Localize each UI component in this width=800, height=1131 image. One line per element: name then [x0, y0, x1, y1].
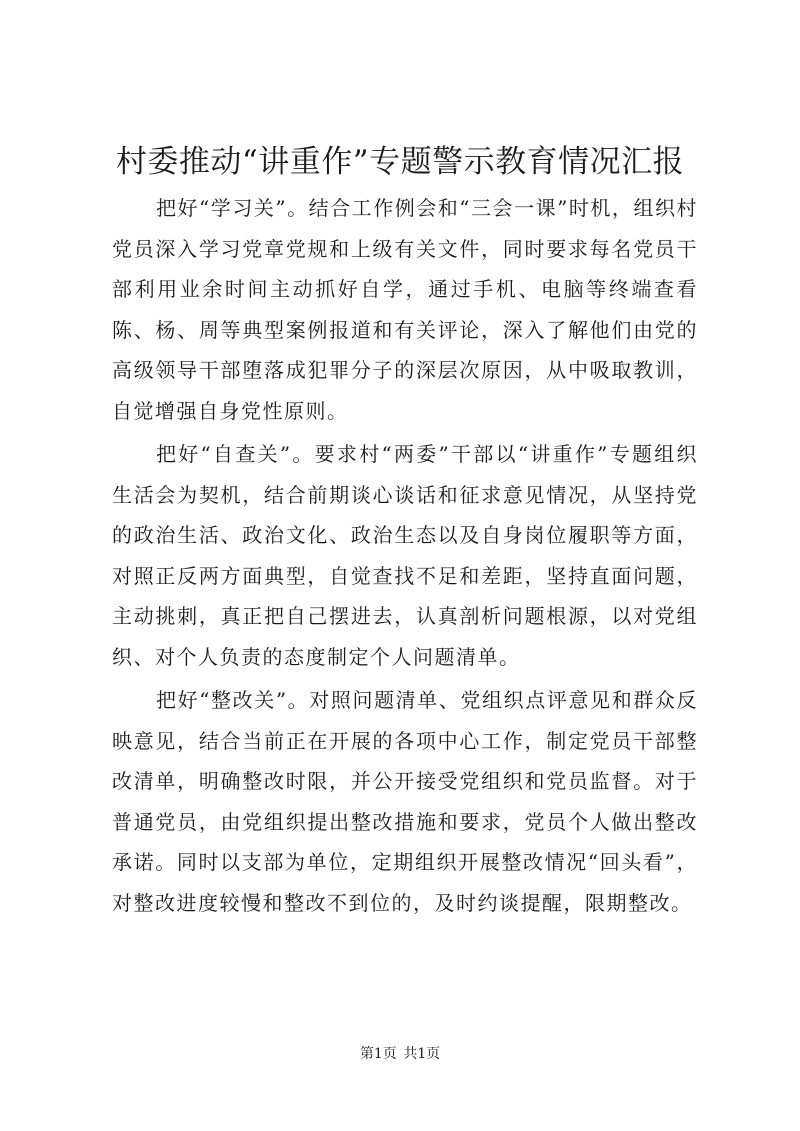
- paragraph-self-check: 把好“自查关”。要求村“两委”干部以“讲重作”专题组织生活会为契机，结合前期谈心谈话和征求意见情况，从坚持党的政治生活、政治文化、政治生态以及自身岗位履职等方面，对照正反两方面典型，自觉查找不足和差距，坚持直面问题，主动挑刺，真正把自己摆进去，认真剖析问题根源，以对党组织、对个人负责的态度制定个人问题清单。: [112, 442, 698, 669]
- document-body: [112, 188, 698, 923]
- document-title: 村委推动“讲重作”专题警示教育情况汇报: [115, 144, 685, 180]
- paragraph-study: 把好“学习关”。结合工作例会和“三会一课”时机，组织村党员深入学习党章党规和上级有关文件，同时要求每名党员干部利用业余时间主动抓好自学，通过手机、电脑等终端查看陈、杨、周等典型案例报道和有关评论，深入了解他们由党的高级领导干部堕落成犯罪分子的深层次原因，从中吸取教训，自觉增强自身党性原则。: [112, 196, 698, 423]
- paragraph-rectification: 把好“整改关”。对照问题清单、党组织点评意见和群众反映意见，结合当前正在开展的各项中心工作，制定党员干部整改清单，明确整改时限，并公开接受党组织和党员监督。对于普通党员，由党组织提出整改措施和要求，党员个人做出整改承诺。同时以支部为单位，定期组织开展整改情况“回头看”，对整改进度较慢和整改不到位的，及时约谈提醒，限期整改。: [112, 688, 698, 915]
- page-footer: 第1页 共1页: [359, 1046, 441, 1062]
